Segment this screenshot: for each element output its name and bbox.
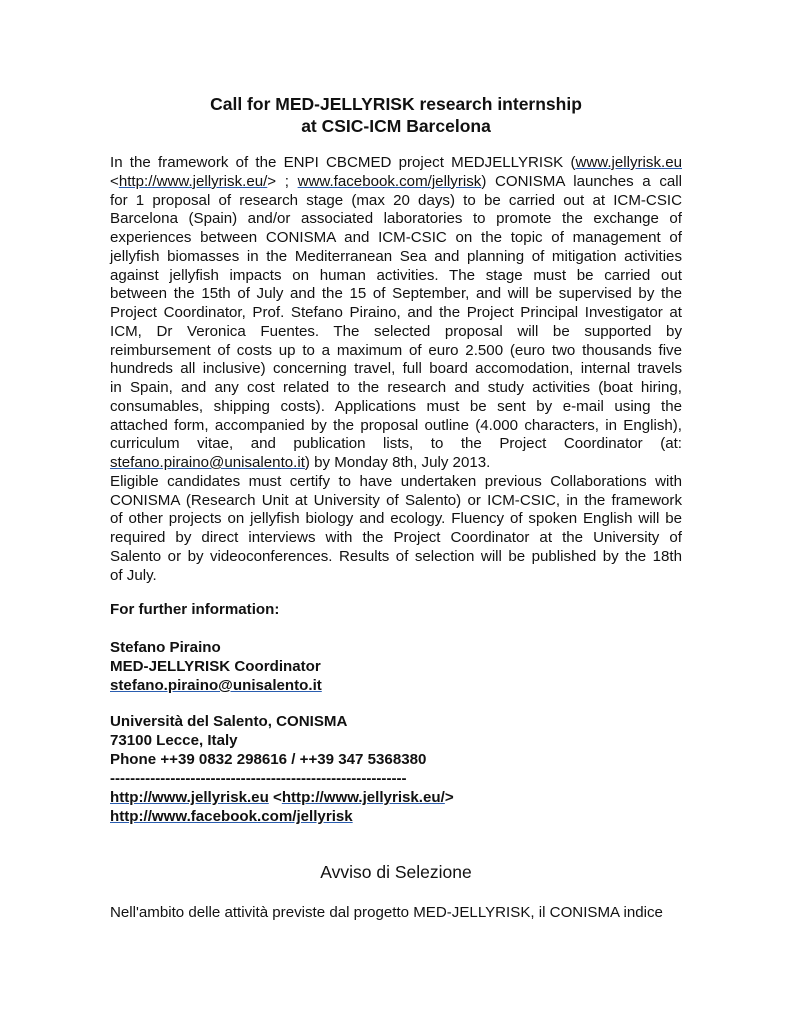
text-span: < <box>268 789 282 806</box>
paragraph-line: curriculum vitae, and publication lists, to the Project Coordinator (at: <box>110 435 682 453</box>
text-span: ) by Monday 8th, July 2013. <box>304 454 491 471</box>
paragraph-line: Eligible candidates must certify to have undertaken previous Collaborations with <box>110 472 682 490</box>
separator-line: ----------------------------------------------------------- <box>110 770 407 787</box>
paragraph-line: required by direct interviews with the Project Coordinator at the University of <box>110 529 682 546</box>
paragraph-line: experiences between CONISMA and ICM-CSIC on the topic of management of <box>110 229 682 246</box>
paragraph-line <box>110 173 682 192</box>
text-span: < <box>110 172 119 190</box>
paragraph-line: attached form, accompanied by the proposal outline (4.000 characters, in English), <box>110 416 682 434</box>
jellyrisk-website-link[interactable]: http://www.jellyrisk.eu <box>110 789 269 806</box>
text-span: > ; <box>267 172 298 190</box>
italian-intro-text: Nell'ambito delle attività previste dal progetto MED-JELLYRISK, il CONISMA indice <box>110 904 663 921</box>
paragraph-line: hundreds all inclusive) concerning travel, full board accomodation, internal travels <box>110 360 682 378</box>
paragraph-line: against jellyfish impacts on human activities. The stage must be carried out <box>110 266 682 284</box>
paragraph-line <box>110 154 682 173</box>
paragraph-line: jellyfish biomasses in the Mediterranean Sea and planning of mitigation activities <box>110 247 682 265</box>
paragraph-line: of July. <box>110 566 157 584</box>
contact-name: Stefano Piraino <box>110 639 221 656</box>
paragraph-line: reimbursement of costs up to a maximum of euro 2.500 (euro two thousands five <box>110 341 682 359</box>
paragraph-line: CONISMA (Research Unit at University of Salento) or ICM-CSIC, in the framework <box>110 491 682 509</box>
call-description-paragraph <box>110 154 682 585</box>
paragraph-line: of other projects on jellyfish biology and ecology. Fluency of spoken English will be <box>110 510 682 528</box>
text-span: ) CONISMA launches a call <box>481 172 682 190</box>
jellyrisk-url-link[interactable]: http://www.jellyrisk.eu/ <box>118 172 268 190</box>
jellyrisk-url-link[interactable]: http://www.jellyrisk.eu/ <box>281 789 445 806</box>
coordinator-email-link[interactable]: stefano.piraino@unisalento.it <box>110 454 305 471</box>
paragraph-line: Salento or by videoconferences. Results of selection will be published by the 18th <box>110 547 682 565</box>
organization-name: Università del Salento, CONISMA <box>110 713 348 730</box>
facebook-link[interactable]: www.facebook.com/jellyrisk <box>297 172 482 190</box>
contact-block <box>110 638 682 695</box>
document-title-line-1: Call for MED-JELLYRISK research internship <box>210 94 582 114</box>
facebook-line <box>110 807 682 826</box>
contact-email-line <box>110 676 682 695</box>
paragraph-line: consumables, shipping costs). Applications must be sent by e-mail using the <box>110 397 682 415</box>
paragraph-line: Project Coordinator, Prof. Stefano Piraino, and the Project Principal Investigator at <box>110 304 682 321</box>
paragraph-line: in Spain, and any cost related to the research and study activities (boat hiring, <box>110 379 682 396</box>
paragraph-line: Barcelona (Spain) and/or associated laboratories to promote the exchange of <box>110 210 682 228</box>
further-information-label: For further information: <box>110 601 280 618</box>
phone-line: Phone ++39 0832 298616 / ++39 347 5368380 <box>110 751 427 768</box>
section-heading-avviso: Avviso di Selezione <box>320 862 472 882</box>
contact-role: MED-JELLYRISK Coordinator <box>110 658 321 675</box>
jellyrisk-website-link[interactable]: www.jellyrisk.eu <box>575 154 682 171</box>
text-span: In the framework of the ENPI CBCMED project MEDJELLYRISK ( <box>110 154 576 171</box>
website-links-line <box>110 788 682 807</box>
paragraph-line: for 1 proposal of research stage (max 20 days) to be carried out at ICM-CSIC <box>110 191 682 209</box>
further-information-section <box>110 600 682 619</box>
facebook-link[interactable]: http://www.facebook.com/jellyrisk <box>110 808 353 825</box>
document-title-line-2: at CSIC-ICM Barcelona <box>301 116 491 136</box>
links-block <box>110 788 682 826</box>
address-block <box>110 712 682 788</box>
paragraph-line <box>110 454 682 473</box>
city-line: 73100 Lecce, Italy <box>110 732 238 749</box>
contact-email-link[interactable]: stefano.piraino@unisalento.it <box>110 677 322 694</box>
paragraph-line: ICM, Dr Veronica Fuentes. The selected proposal will be supported by <box>110 322 682 340</box>
text-span: > <box>444 789 454 806</box>
paragraph-line: between the 15th of July and the 15 of September, and will be supervised by the <box>110 285 682 303</box>
